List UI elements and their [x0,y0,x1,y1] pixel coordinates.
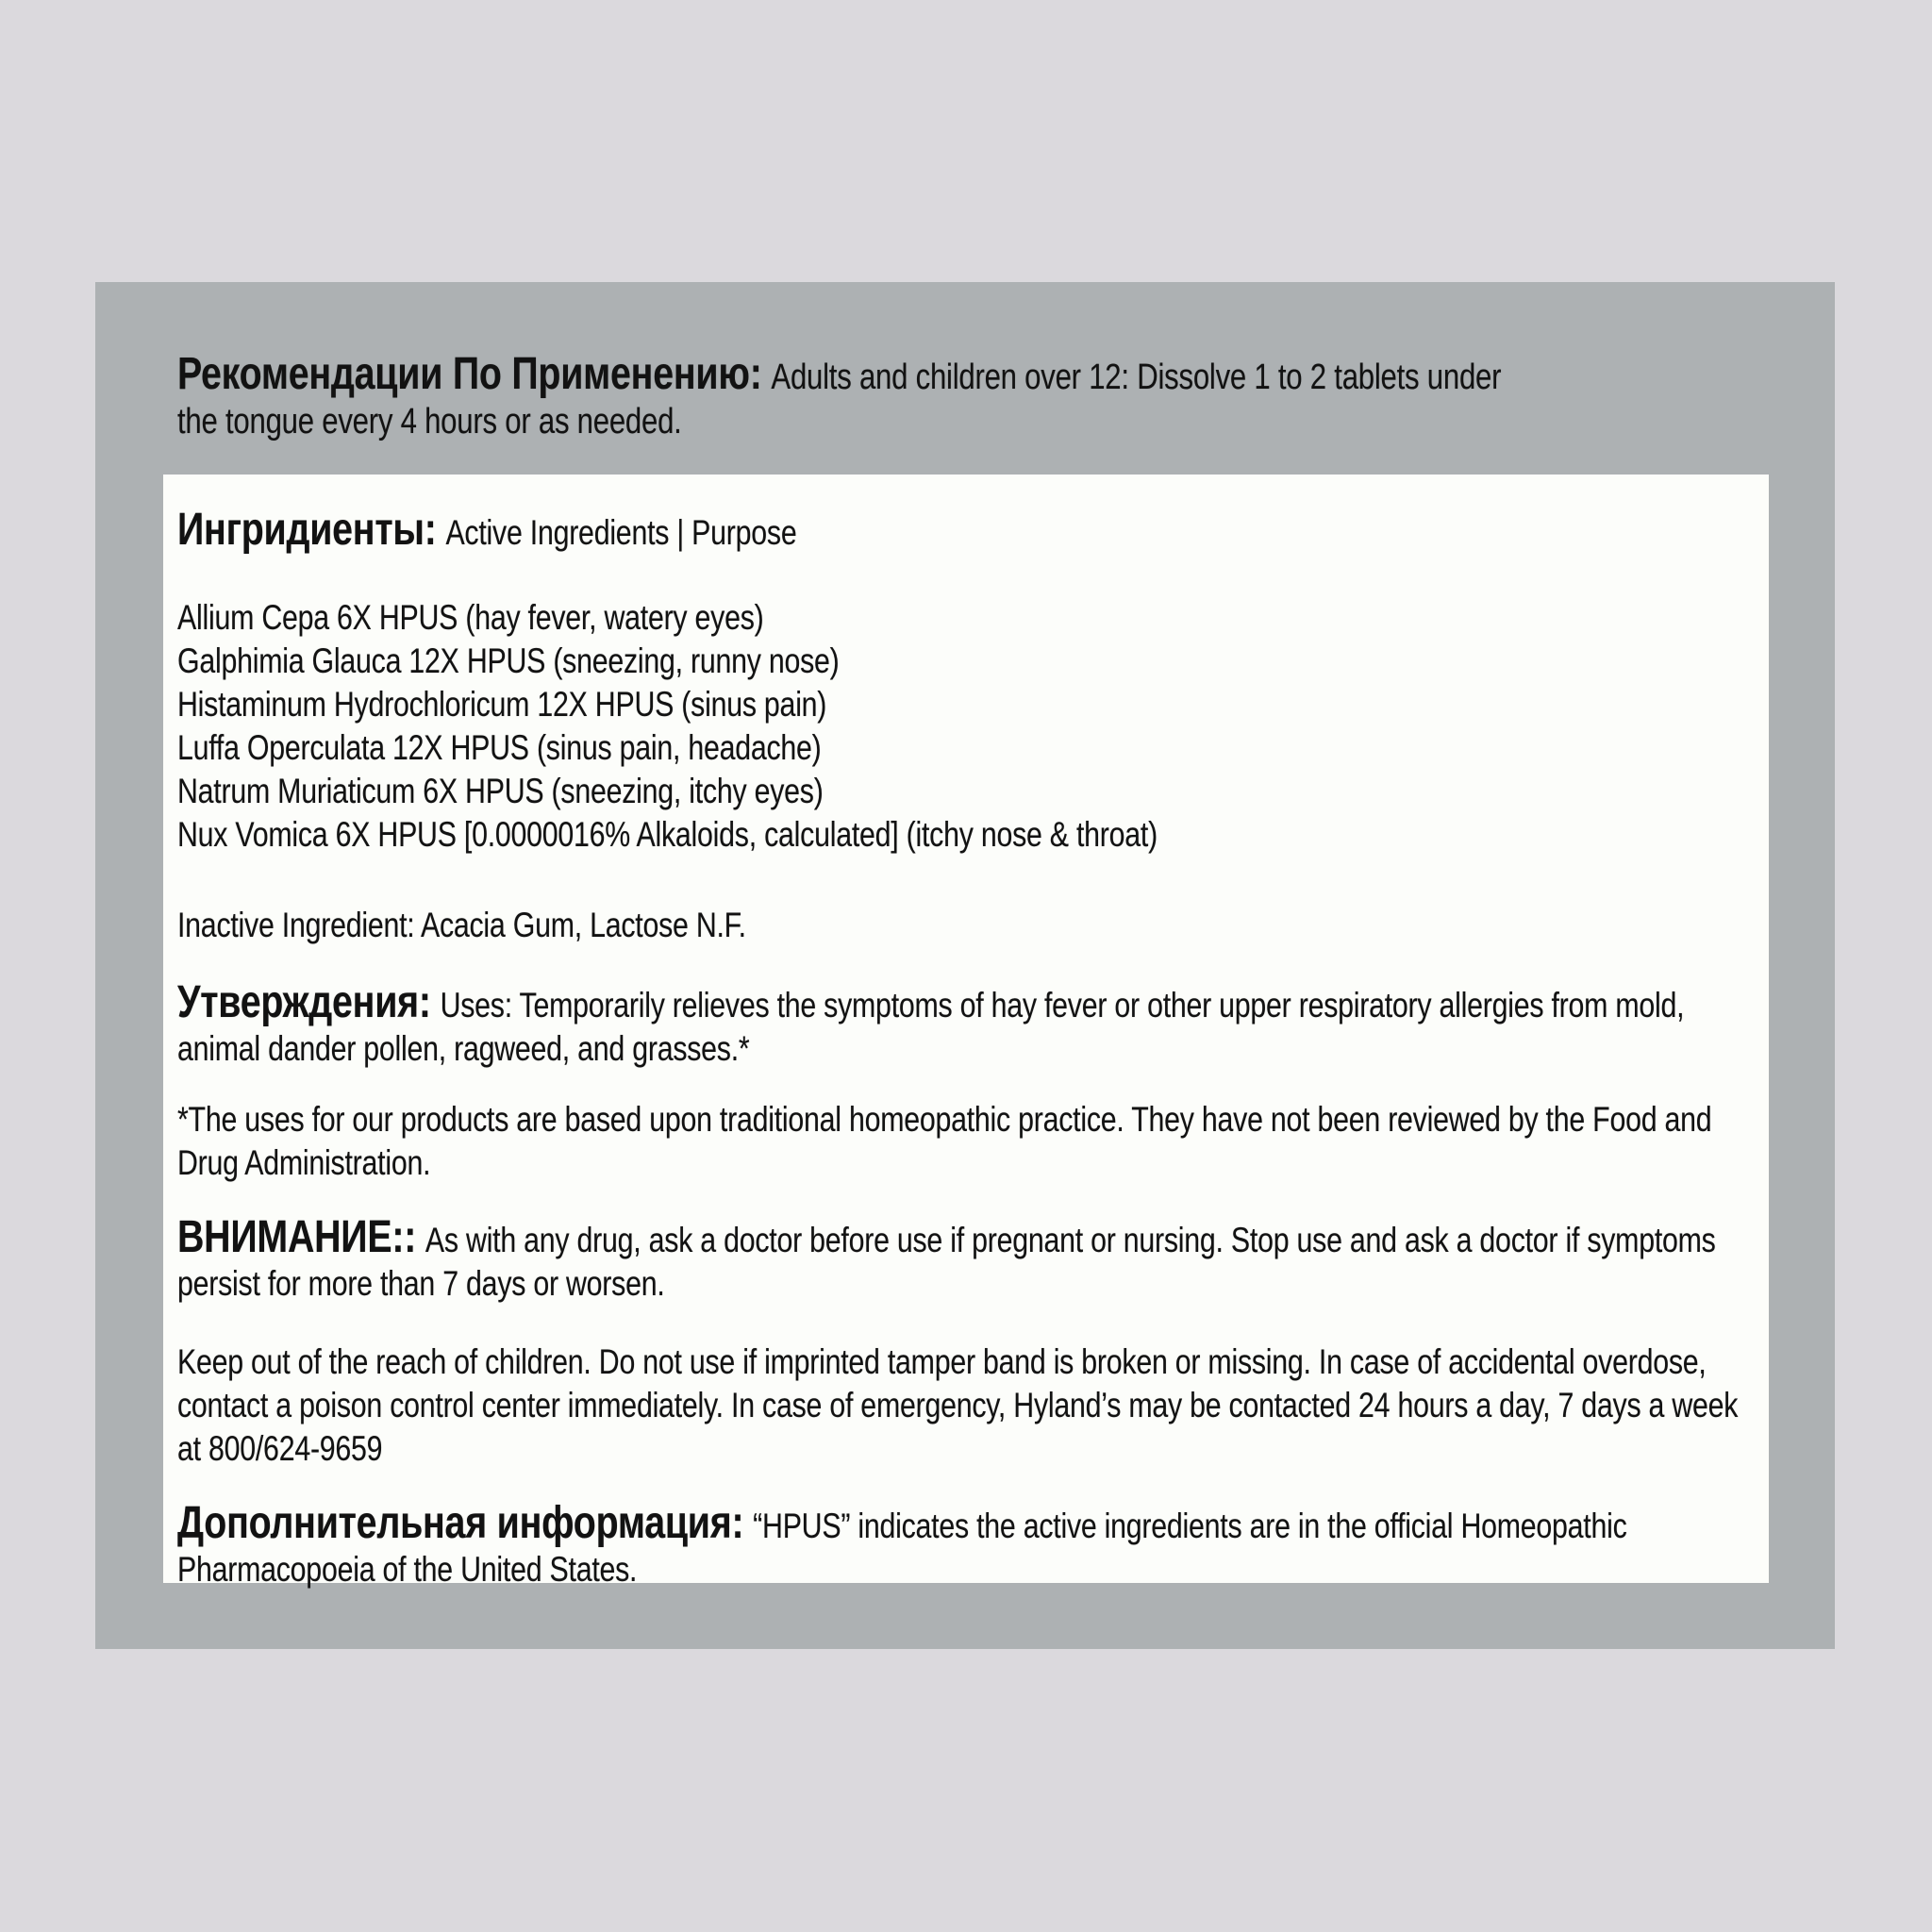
ingredient-line: Histaminum Hydrochloricum 12X HPUS (sinus pain) [177,685,827,724]
claims-text: Uses: Temporarily relieves the symptoms of hay fever or other upper respiratory allergies from mold, animal dander pollen, ragweed, and grasses.* [177,986,1685,1068]
ingredient-line: Galphimia Glauca 12X HPUS (sneezing, runny nose) [177,641,840,680]
ingredients-purpose-label: Active Ingredients | Purpose [445,513,797,552]
claims-heading: Утверждения: [177,977,431,1027]
keep-out-of-reach-paragraph: Keep out of the reach of children. Do not use if imprinted tamper band is broken or missing. In case of accidental overdose, contact a poison control center immediately. In case of emergency, Hyland’s may be contacted 24 hours a day, 7 days a week at 800/624-9659 [177,1342,1739,1468]
warning-heading: ВНИМАНИЕ:: [177,1212,417,1262]
additional-info-text: “HPUS” indicates the active ingredients are in the official Homeopathic Pharmacopoeia of the United States. [177,1507,1627,1589]
warning-text: As with any drug, ask a doctor before use if pregnant or nursing. Stop use and ask a doctor if symptoms persist for more than 7 days or worsen. [177,1221,1716,1303]
drug-facts-card [163,475,1769,1589]
ingredients-heading-line [177,505,1756,555]
directions-text-line-2: the tongue every 4 hours or as needed. [177,402,682,441]
ingredient-line: Luffa Operculata 12X HPUS (sinus pain, headache) [177,728,822,767]
ingredient-line: Natrum Muriaticum 6X HPUS (sneezing, itchy eyes) [177,772,824,810]
directions-text-line-1: Adults and children over 12: Dissolve 1 to 2 tablets under [771,358,1502,397]
fda-disclaimer-paragraph: *The uses for our products are based upon traditional homeopathic practice. They have not been reviewed by the Food and Drug Administration. [177,1100,1712,1182]
ingredient-line: Nux Vomica 6X HPUS [0.0000016% Alkaloids, calculated] (itchy nose & throat) [177,815,1158,854]
claims-paragraph [177,977,1756,1071]
additional-info-heading: Дополнительная информация: [177,1498,744,1548]
active-ingredients-list [177,596,1756,857]
ingredients-heading: Ингридиенты: [177,505,437,555]
directions-paragraph [177,349,1585,444]
directions-heading: Рекомендации По Применению: [177,349,762,399]
inactive-ingredient-line: Inactive Ingredient: Acacia Gum, Lactose N.F. [177,906,746,944]
product-label-back-panel [95,282,1835,1649]
ingredient-line: Allium Cepa 6X HPUS (hay fever, watery eyes) [177,598,764,637]
drug-facts-content [177,505,1756,1591]
additional-info-paragraph [177,1498,1756,1591]
directions-line-1 [177,349,1585,400]
warning-paragraph [177,1212,1756,1306]
